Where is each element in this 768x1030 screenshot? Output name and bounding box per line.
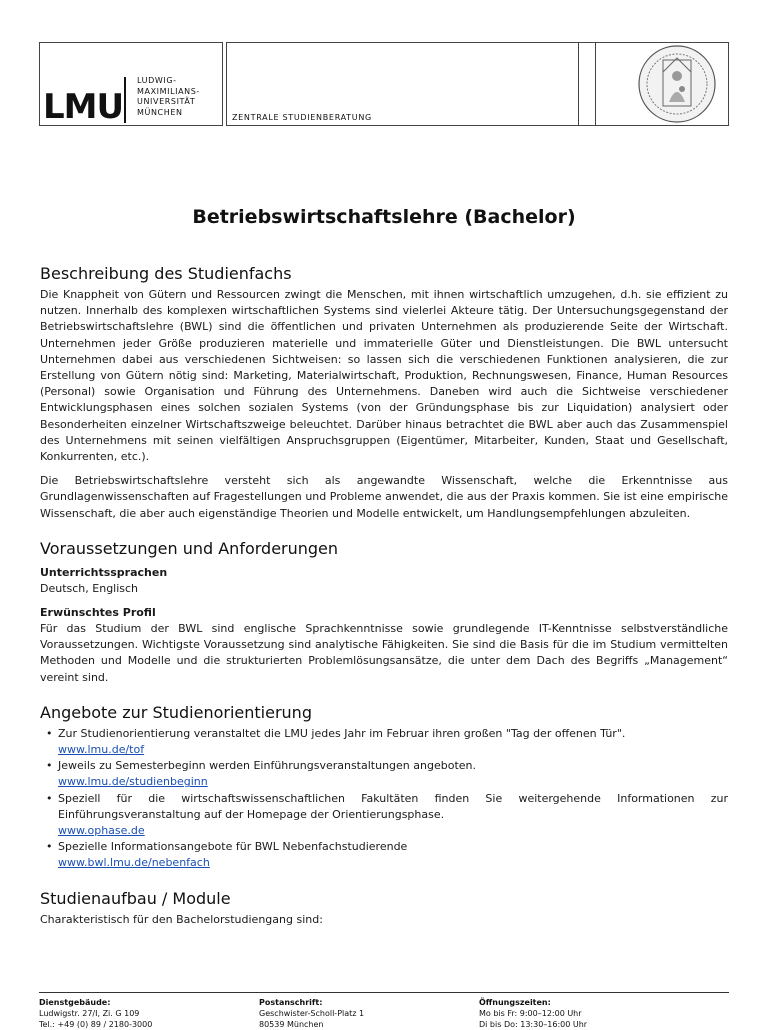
footer-hours bbox=[479, 997, 587, 1030]
footer-postal-street: Geschwister-Scholl-Platz 1 bbox=[259, 1009, 365, 1018]
lmu-logo: LMU bbox=[43, 87, 124, 127]
description-paragraph-2: Die Betriebswirtschaftslehre versteht sich als angewandte Wissenschaft, welche die Erkenntnisse aus Grundlagenwissenschaften auf Fragestellungen und Probleme anwendet, die aus der Praxis kommen. Sie ist eine empirische Wissenschaft, die aber auch eigenständige Theorien und Modelle entwickelt, um Handlungsempfehlungen abzuleiten. bbox=[40, 474, 728, 520]
seal-box bbox=[578, 42, 729, 126]
bullet-icon: • bbox=[46, 759, 53, 773]
page-header bbox=[39, 42, 729, 128]
bullet-icon: • bbox=[46, 791, 53, 805]
profile-label: Erwünschtes Profil bbox=[40, 606, 156, 620]
page-title: Betriebswirtschaftslehre (Bachelor) bbox=[192, 206, 576, 228]
section-heading-description: Beschreibung des Studienfachs bbox=[40, 264, 292, 283]
footer-hours-line2: Di bis Do: 13:30–16:00 Uhr bbox=[479, 1020, 588, 1029]
footer-postal-label: Postanschrift: bbox=[259, 998, 323, 1007]
main-content bbox=[40, 264, 728, 928]
footer-building bbox=[39, 997, 152, 1030]
footer-building-label: Dienstgebäude: bbox=[39, 998, 111, 1007]
link-nebenfach[interactable]: www.bwl.lmu.de/nebenfach bbox=[58, 856, 210, 870]
orientation-list bbox=[40, 726, 728, 872]
section-heading-requirements: Voraussetzungen und Anforderungen bbox=[40, 538, 339, 558]
footer-postal-city: 80539 München bbox=[259, 1020, 324, 1029]
footer-hours-line1: Mo bis Fr: 9:00–12:00 Uhr bbox=[479, 1009, 582, 1018]
languages-text: Deutsch, Englisch bbox=[40, 581, 139, 595]
list-item bbox=[40, 839, 728, 871]
list-item bbox=[40, 791, 728, 840]
department-name: ZENTRALE STUDIENBERATUNG bbox=[232, 113, 372, 122]
modules-intro-text: Charakteristisch für den Bachelorstudiengang sind: bbox=[40, 912, 323, 926]
university-seal-icon bbox=[637, 44, 717, 124]
list-item-text: Jeweils zu Semesterbeginn werden Einführungsveranstaltungen angeboten. bbox=[58, 759, 476, 773]
university-name: LUDWIG- MAXIMILIANS- UNIVERSITÄT MÜNCHEN bbox=[137, 76, 200, 117]
footer-building-address: Ludwigstr. 27/I, Zi. G 109 bbox=[39, 1009, 140, 1018]
languages-label: Unterrichtssprachen bbox=[40, 565, 168, 579]
logo-divider bbox=[124, 77, 126, 123]
list-item-text: Zur Studienorientierung veranstaltet die LMU jedes Jahr im Februar ihren großen "Tag der offenen Tür". bbox=[58, 726, 626, 740]
profile-text: Für das Studium der BWL sind englische Sprachkenntnisse sowie grundlegende IT-Kenntnisse selbstverständliche Voraussetzungen. Wichtigste Voraussetzung sind analytische Fähigkeiten. Sie sind die Basis für die im Studium vermittelten Methoden und Modelle und die strukturierten Problemlösungsansätze, die unter dem Dach des Begriffs „Management“ vereint sind. bbox=[40, 622, 728, 684]
link-ophase[interactable]: www.ophase.de bbox=[58, 824, 145, 838]
link-studienbeginn[interactable]: www.lmu.de/studienbeginn bbox=[58, 775, 208, 789]
link-tof[interactable]: www.lmu.de/tof bbox=[58, 743, 145, 757]
bullet-icon: • bbox=[46, 726, 53, 740]
bullet-icon: • bbox=[46, 840, 53, 854]
list-item bbox=[40, 758, 728, 790]
department-box bbox=[226, 42, 596, 126]
footer-building-phone: Tel.: +49 (0) 89 / 2180-3000 bbox=[39, 1020, 153, 1029]
description-paragraph-1: Die Knappheit von Gütern und Ressourcen zwingt die Menschen, mit ihnen wirtschaftlich umzugehen, d.h. sie effizient zu nutzen. Innerhalb des komplexen wirtschaftlichen Systems sind vielerlei Akteure tätig. Der Untersuchungsgegenstand der Betriebswirtschaftslehre (BWL) sind die öffentlichen und privaten Unternehmen als produzierende Seite der Wirtschaft. Unternehmen jeder Größe produzieren materielle und immaterielle Güter und Dienstleistungen. Die BWL untersucht Unternehmen dabei aus verschiedenen Sichtweisen: so lassen sich die verschiedenen Funktionen analysieren, die zur Erstellung von Gütern nötig sind: Marketing, Materialwirtschaft, Produktion, Rechnungswesen, Finance, Human Resources (Personal) sowie Organisation und Führung des Unternehmens. Daneben wird auch die Sichtweise verschiedener Entwicklungsphasen eines solchen sozialen Systems (von der Gründungsphase bis zur Liquidation) analysiert oder Besonderheiten einzelner Wirtschaftszweige beleuchtet. Darüber hinaus betrachtet die BWL aber auch das Zusammenspiel des Unternehmens mit seinen vielfältigen Anspruchsgruppen (Eigentümer, Mitarbeiter, Kunden, Staat und Gesellschaft, Konkurrenten, etc.). bbox=[40, 288, 728, 464]
list-item bbox=[40, 726, 728, 758]
page-footer bbox=[39, 992, 729, 1029]
section-heading-orientation: Angebote zur Studienorientierung bbox=[40, 702, 312, 722]
footer-hours-label: Öffnungszeiten: bbox=[479, 998, 551, 1007]
footer-postal bbox=[259, 997, 364, 1030]
section-heading-modules: Studienaufbau / Module bbox=[40, 888, 231, 908]
lmu-logo-box bbox=[39, 42, 223, 126]
list-item-text: Speziell für die wirtschaftswissenschaftlichen Fakultäten finden Sie weitergehende Informationen zur Einführungsveranstaltung auf der Homepage der Orientierungsphase. bbox=[58, 791, 728, 821]
list-item-text: Spezielle Informationsangebote für BWL Nebenfachstudierende bbox=[58, 840, 408, 854]
